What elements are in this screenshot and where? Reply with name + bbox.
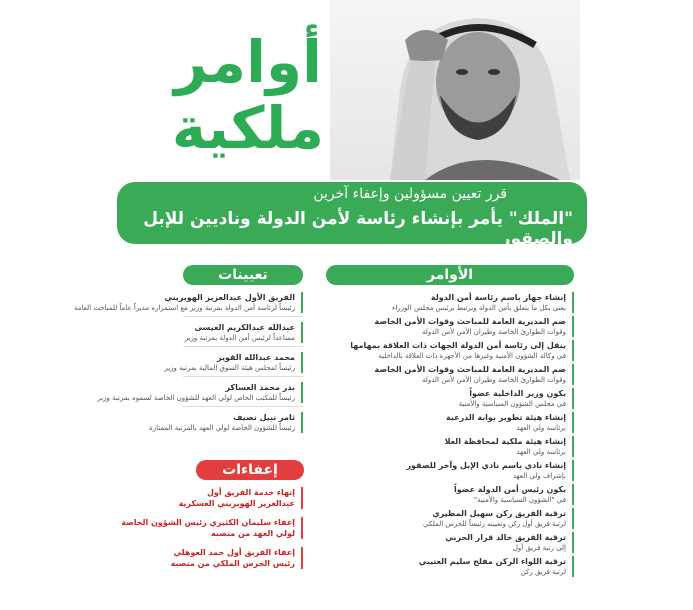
page-title-line2: ملكية [171,94,325,162]
dismissals-item [170,547,303,569]
headline-banner [117,182,587,249]
orders-item [326,364,574,385]
appointments-item-title: ثامر نبيل نصيف [233,413,295,422]
king-portrait-icon [330,0,580,180]
orders-item-detail: لرتبة فريق أول ركن وتعيينه رئيساً للحرس الملكي [423,520,566,528]
appointments-item-title: عبدالله عبدالكريم العيسى [194,323,295,332]
orders-item-title: إنشاء هيئة تطوير بوابة الدرعية [445,413,566,422]
appointments-item [149,412,303,433]
appointments-item [164,352,303,373]
orders-item-title: إنشاء نادي باسم نادي الإبل وآخر للصقور [406,461,566,470]
orders-item-title: ترقية الفريق ركن سهيل المطيري [432,509,566,518]
orders-item-title: ضم المديرية العامة للمباحث وقوات الأمن الخاصة [374,365,566,374]
appointments-list [74,292,303,436]
appointments-item [74,292,303,313]
orders-item-detail: في وكالة الشؤون الأمنية وغيرها من الأجهزة ذات العلاقة بالداخلية [378,352,566,360]
appointments-heading: تعيينات [183,265,303,285]
orders-item-detail: برئاسة ولي العهد [516,424,566,432]
appointments-item-title: بدر محمد العساكر [225,383,295,392]
divider [183,376,303,377]
orders-item [326,484,574,505]
orders-list [326,292,574,580]
orders-item-detail: إلى رتبة فريق أول [512,544,566,552]
orders-item-title: يكون رئيس أمن الدولة عضواً [453,485,566,494]
orders-item [326,412,574,433]
orders-item-detail: بإشراف ولي العهد [512,472,566,480]
orders-item-title: إنشاء جهاز باسم رئاسة أمن الدولة [430,293,566,302]
page-title-line1: أوامر [174,28,322,96]
appointments-item-detail: رئيساً للمكتب الخاص لولي العهد للشؤون الخاصة لسموه بمرتبة وزير [97,394,295,402]
appointments-item-detail: مساعداً لرئيس أمن الدولة بمرتبة وزير [184,334,295,342]
appointments-item [183,322,303,343]
divider [183,316,303,317]
orders-item-detail: وقوات الطوارئ الخاصة وطيران الأمن لأمن الدولة [421,328,566,336]
orders-item-detail: وقوات الطوارئ الخاصة وطيران الأمن لأمن الدولة [421,376,566,384]
orders-item-title: ضم المديرية العامة للمباحث وقوات الأمن الخاصة [374,317,566,326]
orders-item-title: يكون وزير الداخلية عضواً [469,389,566,398]
dismissals-item-title: إعفاء الفريق أول حمد العوهلي [173,548,295,557]
appointments-item [97,382,303,403]
orders-item [326,340,574,361]
orders-item [326,316,574,337]
dismissals-item-detail: لولي العهد من منصبه [210,529,295,538]
orders-item-detail: في مجلس الشؤون السياسية والأمنية [458,400,566,408]
dismissals-item [121,517,303,539]
orders-item-detail: لرتبة فريق ركن [520,568,566,576]
dismissals-heading: إعفاءات [196,460,304,480]
appointments-item-detail: رئيساً لمجلس هيئة السوق المالية بمرتبة وزير [164,364,295,372]
dismissals-list [121,487,303,577]
king-portrait-image [330,0,580,180]
orders-item-title: إنشاء هيئة ملكية لمحافظة العلا [444,437,566,446]
orders-item-title: ينقل إلى رئاسة أمن الدولة الجهات ذات العلاقة بمهامها [350,341,566,350]
divider [183,346,303,347]
orders-item [326,436,574,457]
dismissals-item [178,487,303,509]
appointments-item-detail: رئيساً لرئاسة أمن الدولة بمرتبة وزير مع استمراره مديراً عاماً للمباحث العامة [74,304,295,312]
orders-item-title: ترقية اللواء الركن مفلح سليم العتيبي [418,557,566,566]
banner-subtitle: قرر تعيين مسؤولين وإعفاء آخرين [313,186,507,202]
divider [183,406,303,407]
orders-item-detail: برئاسة ولي العهد [516,448,566,456]
appointments-item-detail: رئيساً للشؤون الخاصة لولي العهد بالمرتبة الممتازة [149,424,295,432]
banner-headline: "الملك" يأمر بإنشاء رئاسة لأمن الدولة وناديين للإبل والصقور [143,209,573,249]
orders-heading: الأوامر [326,265,574,285]
appointments-item-title: الفريق الأول عبدالعزيز الهويريني [164,293,295,302]
orders-item [326,460,574,481]
orders-item-title: ترقية الفريق خالد قرار الحربي [445,533,566,542]
orders-item [326,292,574,313]
dismissals-item-title: إنهاء خدمة الفريق أول [206,488,295,497]
appointments-item-title: محمد عبدالله القويز [217,353,295,362]
orders-item [326,556,574,577]
orders-item [326,508,574,529]
dismissals-item-detail: رئيس الحرس الملكي من منصبه [170,559,295,568]
orders-item [326,532,574,553]
orders-item-detail: في "الشؤون السياسية والأمنية" [473,496,566,504]
dismissals-item-title: إعفاء سليمان الكثيري رئيس الشؤون الخاصة [121,518,295,527]
dismissals-item-detail: عبدالعزيز الهويريني العسكرية [178,499,295,508]
orders-item-detail: يعنى بكل ما يتعلق بأمن الدولة ويرتبط برئيس مجلس الوزراء [392,304,566,312]
orders-item [326,388,574,409]
